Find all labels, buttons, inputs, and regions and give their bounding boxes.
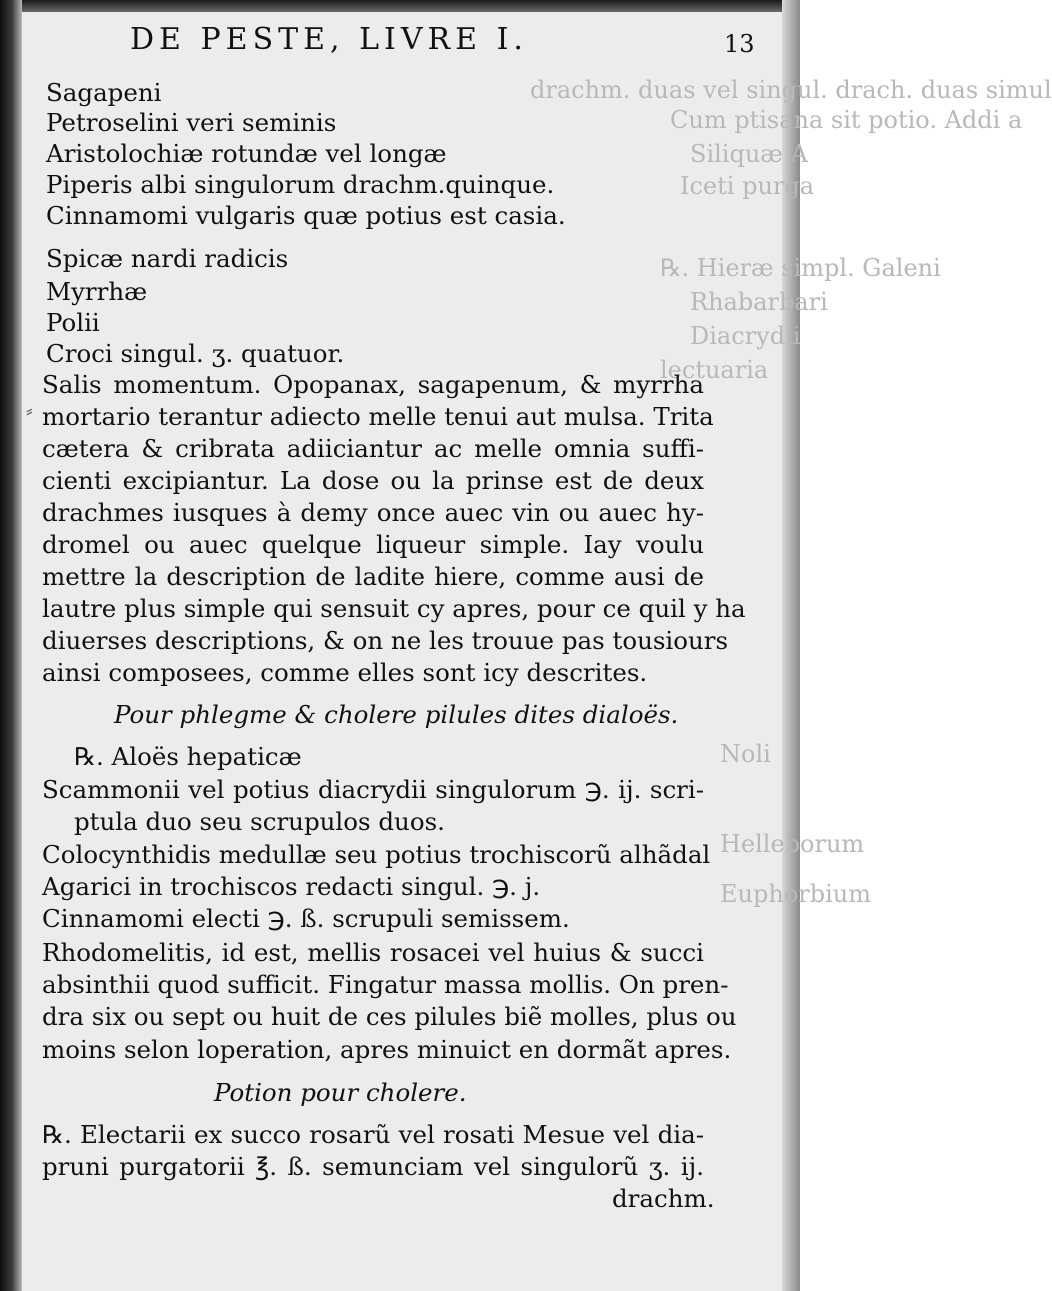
text-line: Cinnamomi electi ℈. ß. scrupuli semissem. <box>42 904 570 933</box>
text-line: Agarici in trochiscos redacti singul. ℈. j. <box>42 872 541 901</box>
text-line: pruni purgatorii ℥. ß. semunciam vel singulorũ ʒ. ij. <box>42 1152 704 1181</box>
text-line: Spicæ nardi radicis <box>46 244 289 273</box>
scan-edge-top <box>0 0 800 12</box>
text-line: Petroselini veri seminis <box>46 108 337 137</box>
text-line: absinthii quod sufficit. Fingatur massa mollis. On pren- <box>42 970 729 999</box>
text-line: Cinnamomi vulgaris quæ potius est casia. <box>46 201 566 230</box>
running-head: DE PESTE, LIVRE I. <box>130 22 528 57</box>
text-line: dra six ou sept ou huit de ces pilules biẽ molles, plus ou <box>42 1002 737 1031</box>
bleed-through-text: Cum ptisana sit potio. Addi a <box>670 106 1023 134</box>
bleed-through-text: Iceti purga <box>680 172 815 200</box>
text-line: drachm. <box>612 1184 715 1213</box>
bleed-through-text: ℞. Hieræ simpl. Galeni <box>660 254 941 282</box>
text-line: Colocynthidis medullæ seu potius trochiscorũ alhãdal <box>42 840 711 869</box>
text-line: diuerses descriptions, & on ne les trouue pas tousiours <box>42 626 729 655</box>
text-line: Myrrhæ <box>46 277 148 306</box>
text-line: Polii <box>46 308 100 337</box>
page-number: 13 <box>724 30 755 58</box>
text-line: Croci singul. ʒ. quatuor. <box>46 339 345 368</box>
bleed-through-text: Rhabarbari <box>690 288 828 316</box>
text-line: Piperis albi singulorum drachm.quinque. <box>46 170 555 199</box>
text-line: Scammonii vel potius diacrydii singulorum ℈. ij. scri- <box>42 775 704 804</box>
bleed-through-text: Noli <box>720 740 771 768</box>
bleed-through-text: drachm. duas vel singul. drach. duas simul <box>530 76 1052 104</box>
bleed-through-text: Diacrydii <box>690 322 801 350</box>
section-heading: Potion pour cholere. <box>214 1078 467 1107</box>
text-line: ptula duo seu scrupulos duos. <box>74 807 445 836</box>
text-line: Rhodomelitis, id est, mellis rosacei vel huius & succi <box>42 938 704 967</box>
text-line: cienti excipiantur. La dose ou la prinse est de deux <box>42 466 704 495</box>
text-line: Salis momentum. Opopanax, sagapenum, & myrrha <box>42 370 704 399</box>
margin-mark: ⸗ <box>26 398 33 422</box>
text-line: cætera & cribrata adiiciantur ac melle omnia suffi- <box>42 434 704 463</box>
text-line: ainsi composees, comme elles sont icy descrites. <box>42 658 648 687</box>
text-line: moins selon loperation, apres minuict en dormãt apres. <box>42 1035 732 1064</box>
text-line: ℞. Aloës hepaticæ <box>74 742 302 771</box>
section-heading: Pour phlegme & cholere pilules dites dialoës. <box>114 700 679 729</box>
bleed-through-text: Siliquæ A <box>690 140 808 168</box>
text-line: drachmes iusques à demy once auec vin ou auec hy- <box>42 498 704 527</box>
text-line: ℞. Electarii ex succo rosarũ vel rosati Mesue vel dia- <box>42 1120 704 1149</box>
bleed-through-text: lectuaria <box>660 356 769 384</box>
text-line: Sagapeni <box>46 78 162 107</box>
text-line: dromel ou auec quelque liqueur simple. Iay voulu <box>42 530 704 559</box>
scan-edge-left <box>0 0 22 1291</box>
text-line: lautre plus simple qui sensuit cy apres, pour ce quil y ha <box>42 594 746 623</box>
bleed-through-text: Helleborum <box>720 830 865 858</box>
text-line: Aristolochiæ rotundæ vel longæ <box>46 139 447 168</box>
text-line: mortario terantur adiecto melle tenui aut mulsa. Trita <box>42 402 714 431</box>
text-line: mettre la description de ladite hiere, comme ausi de <box>42 562 704 591</box>
bleed-through-text: Euphorbium <box>720 880 871 908</box>
